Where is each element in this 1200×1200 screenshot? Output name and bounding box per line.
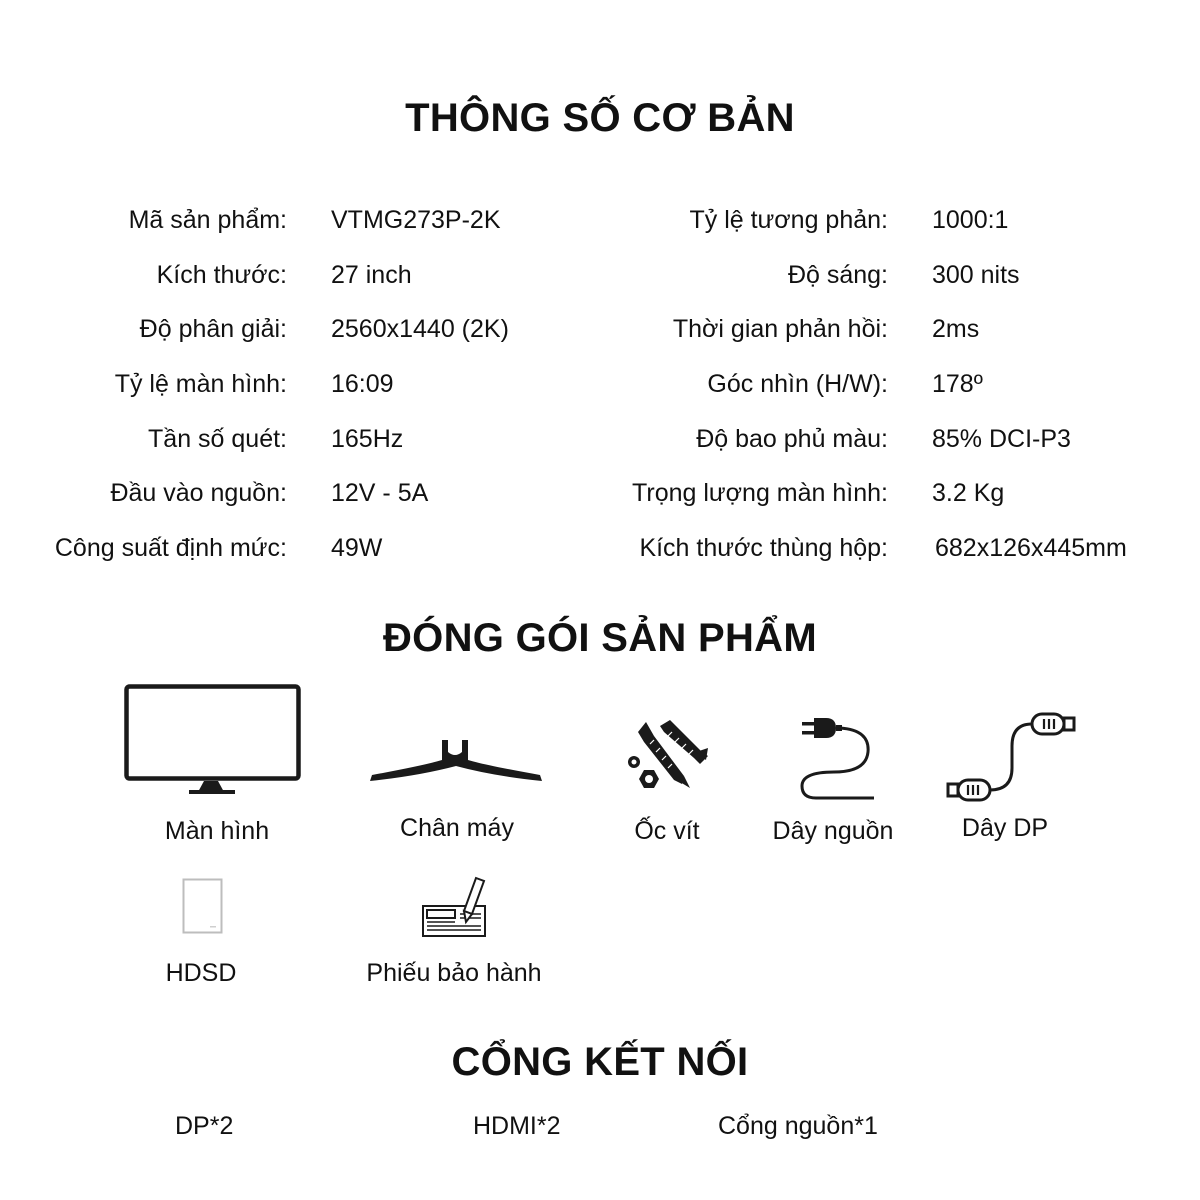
spec-value: 2ms	[932, 315, 980, 343]
spec-value: 178º	[932, 370, 983, 398]
warranty-card-icon	[420, 874, 488, 940]
ports-title: CỔNG KẾT NỐI	[451, 1040, 749, 1084]
package-title: ĐÓNG GÓI SẢN PHẨM	[382, 616, 817, 660]
specs-title: THÔNG SỐ CƠ BẢN	[405, 96, 795, 140]
package-item-label: HDSD	[165, 959, 237, 987]
spec-value: 1000:1	[932, 206, 1009, 234]
dp-cable-icon	[944, 710, 1078, 806]
spec-value: 85% DCI-P3	[932, 425, 1071, 453]
spec-label: Độ sáng:	[787, 261, 888, 289]
port-item-hdmi: HDMI*2	[473, 1112, 561, 1140]
package-item-label: Dây nguồn	[772, 817, 894, 845]
manual-icon	[182, 878, 224, 934]
package-item-label: Ốc vít	[634, 817, 700, 845]
spec-value: VTMG273P-2K	[331, 206, 501, 234]
spec-value: 2560x1440 (2K)	[331, 315, 509, 343]
spec-value: 682x126x445mm	[935, 534, 1127, 562]
spec-label: Mã sản phẩm:	[128, 206, 287, 234]
spec-value: 12V - 5A	[331, 479, 429, 507]
power-cable-icon	[800, 712, 878, 802]
spec-value: 300 nits	[932, 261, 1020, 289]
port-item-dp: DP*2	[175, 1112, 234, 1140]
spec-label: Độ phân giải:	[139, 315, 287, 343]
package-item-label: Phiếu bảo hành	[366, 959, 542, 987]
screws-icon	[624, 718, 712, 796]
monitor-icon	[124, 684, 302, 798]
spec-label: Tỷ lệ tương phản:	[689, 206, 888, 234]
spec-label: Thời gian phản hồi:	[672, 315, 888, 343]
package-item-label: Dây DP	[961, 814, 1049, 842]
spec-value: 165Hz	[331, 425, 404, 453]
stand-icon	[368, 738, 544, 784]
spec-label: Góc nhìn (H/W):	[707, 370, 888, 398]
spec-value: 3.2 Kg	[932, 479, 1005, 507]
spec-label: Tần số quét:	[148, 425, 287, 453]
spec-value: 27 inch	[331, 261, 412, 289]
package-item-label: Chân máy	[400, 814, 514, 842]
package-item-label: Màn hình	[164, 817, 270, 845]
spec-label: Công suất định mức:	[54, 534, 287, 562]
spec-value: 16:09	[331, 370, 394, 398]
spec-label: Trọng lượng màn hình:	[632, 479, 888, 507]
spec-value: 49W	[331, 534, 383, 562]
port-item-power: Cổng nguồn*1	[718, 1112, 878, 1140]
spec-label: Kích thước thùng hộp:	[639, 534, 888, 562]
spec-label: Độ bao phủ màu:	[696, 425, 888, 453]
spec-label: Tỷ lệ màn hình:	[114, 370, 287, 398]
spec-label: Đầu vào nguồn:	[110, 479, 287, 507]
spec-label: Kích thước:	[156, 261, 287, 289]
